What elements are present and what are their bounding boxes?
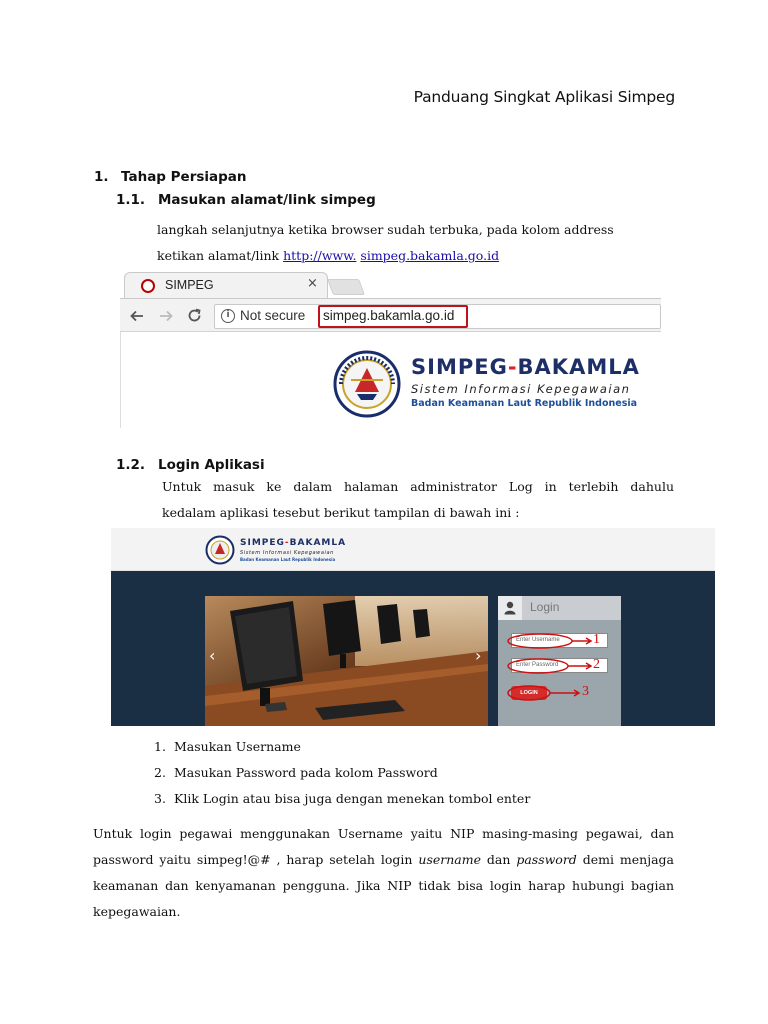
- paragraph-line: Untuk login pegawai menggunakan Username yaitu NIP masing-masing pegawai, dan: [93, 826, 674, 841]
- header-logo: [205, 535, 355, 565]
- step-text: Masukan Password pada kolom Password: [174, 765, 438, 780]
- annotation-number-1: 1: [593, 632, 600, 647]
- step-text: Masukan Username: [174, 739, 301, 754]
- browser-page-area: [120, 332, 661, 428]
- brand-org: Badan Keamanan Laut Republik Indonesia: [240, 557, 336, 562]
- brand-simpeg: SIMPEG: [411, 355, 508, 379]
- subsection-title: Login Aplikasi: [158, 457, 265, 473]
- step-item: [154, 739, 301, 754]
- arrow-left-icon[interactable]: [129, 308, 145, 324]
- subsection-1-1-heading: [116, 192, 376, 208]
- paragraph-text: dan: [480, 852, 517, 867]
- annotation-ellipse-1: [508, 634, 572, 648]
- subsection-1-1-paragraph: [157, 217, 677, 269]
- brand-bakamla: BAKAMLA: [289, 538, 347, 548]
- browser-tab-bar: [120, 270, 661, 298]
- brand-subtitle: Sistem Informasi Kepegawaian: [411, 382, 631, 396]
- paragraph-text: ketikan alamat/link: [157, 248, 284, 263]
- close-icon[interactable]: ×: [307, 276, 318, 291]
- simpeg-logo-banner: [331, 349, 641, 419]
- computer-lab-photo: [205, 596, 488, 726]
- paragraph-line: [93, 847, 674, 873]
- paragraph-line: keamanan dan kenyamanan pengguna. Jika NIP tidak bisa login harap hubungi bagian: [93, 878, 674, 893]
- brand-dash: -: [507, 355, 518, 379]
- brand-bakamla: BAKAMLA: [517, 355, 640, 379]
- bakamla-seal-icon: [333, 350, 401, 418]
- browser-screenshot: [120, 270, 661, 428]
- annotation-number-3: 3: [582, 684, 589, 699]
- subsection-number: 1.1.: [116, 192, 146, 208]
- brand-name: [240, 538, 346, 548]
- step-item: [154, 765, 438, 780]
- brand-subtitle: Sistem Informasi Kepegawaian: [240, 550, 334, 556]
- url-text[interactable]: simpeg.bakamla.go.id: [323, 308, 455, 323]
- section-title: Tahap Persiapan: [121, 169, 247, 185]
- login-button[interactable]: LOGIN: [511, 686, 547, 700]
- password-input[interactable]: Enter Password: [511, 658, 608, 673]
- subsection-1-2-heading: [116, 457, 265, 473]
- subsection-number: 1.2.: [116, 457, 146, 473]
- bakamla-seal-icon: [205, 535, 235, 565]
- annotation-overlay: [498, 596, 621, 726]
- step-item: [154, 791, 530, 806]
- favicon-icon: [141, 279, 155, 293]
- login-screenshot: [111, 528, 715, 726]
- annotation-ellipse-2: [508, 659, 568, 673]
- browser-tab[interactable]: [124, 272, 328, 300]
- carousel-prev-icon[interactable]: ‹: [209, 646, 216, 665]
- brand-org: Badan Keamanan Laut Republik Indonesia: [411, 398, 638, 409]
- carousel-next-icon[interactable]: ›: [475, 646, 482, 665]
- annotation-number-2: 2: [593, 657, 600, 672]
- new-tab-button[interactable]: [327, 279, 365, 295]
- paragraph-line: kedalam aplikasi tesebut berikut tampilan di bawah ini :: [162, 505, 520, 520]
- paragraph-line: langkah selanjutnya ketika browser sudah terbuka, pada kolom address: [157, 222, 614, 237]
- brand-simpeg: SIMPEG: [240, 538, 285, 548]
- not-secure-label: Not secure: [240, 308, 306, 323]
- link-simpeg-url[interactable]: simpeg.bakamla.go.id: [360, 248, 500, 263]
- username-input[interactable]: Enter Username: [511, 633, 608, 648]
- annotation-ellipse-3: [508, 686, 550, 700]
- step-number: 2.: [154, 765, 166, 780]
- app-body: [111, 571, 715, 726]
- step-text: Klik Login atau bisa juga dengan menekan tombol enter: [174, 791, 531, 806]
- step-number: 3.: [154, 791, 166, 806]
- login-panel-title: Login: [530, 600, 560, 614]
- reload-icon[interactable]: [186, 307, 203, 324]
- paragraph-line: kepegawaian.: [93, 904, 181, 919]
- annotation-arrow-1: [572, 638, 591, 644]
- paragraph-text: demi menjaga: [576, 852, 675, 867]
- subsection-title: Masukan alamat/link simpeg: [158, 192, 376, 208]
- app-header: [111, 528, 715, 571]
- login-panel: [498, 596, 621, 726]
- arrow-right-icon[interactable]: [158, 308, 174, 324]
- document-title: Panduang Singkat Aplikasi Simpeg: [413, 88, 675, 106]
- subsection-1-2-paragraph: [162, 474, 674, 526]
- info-icon[interactable]: i: [221, 309, 235, 323]
- emphasis-password: password: [516, 852, 577, 867]
- brand-name: [411, 355, 640, 379]
- carousel-image: [205, 596, 488, 726]
- paragraph-line: Untuk masuk ke dalam halaman administrator Log in terlebih dahulu: [162, 479, 674, 494]
- closing-paragraph: [93, 821, 674, 925]
- annotation-arrow-2: [568, 663, 591, 669]
- paragraph-text: password yaitu simpeg!@# , harap setelah login: [93, 852, 419, 867]
- link-http-www[interactable]: http://www.: [283, 248, 357, 263]
- section-number: 1.: [94, 169, 109, 185]
- annotation-arrow-3: [550, 690, 579, 696]
- emphasis-username: username: [418, 852, 481, 867]
- address-bar[interactable]: [214, 304, 661, 329]
- section-1-heading: [94, 169, 247, 185]
- brand-dash: -: [284, 538, 290, 548]
- browser-toolbar: [120, 298, 661, 332]
- step-number: 1.: [154, 739, 166, 754]
- paragraph-line: [157, 243, 677, 269]
- tab-title: SIMPEG: [165, 278, 214, 292]
